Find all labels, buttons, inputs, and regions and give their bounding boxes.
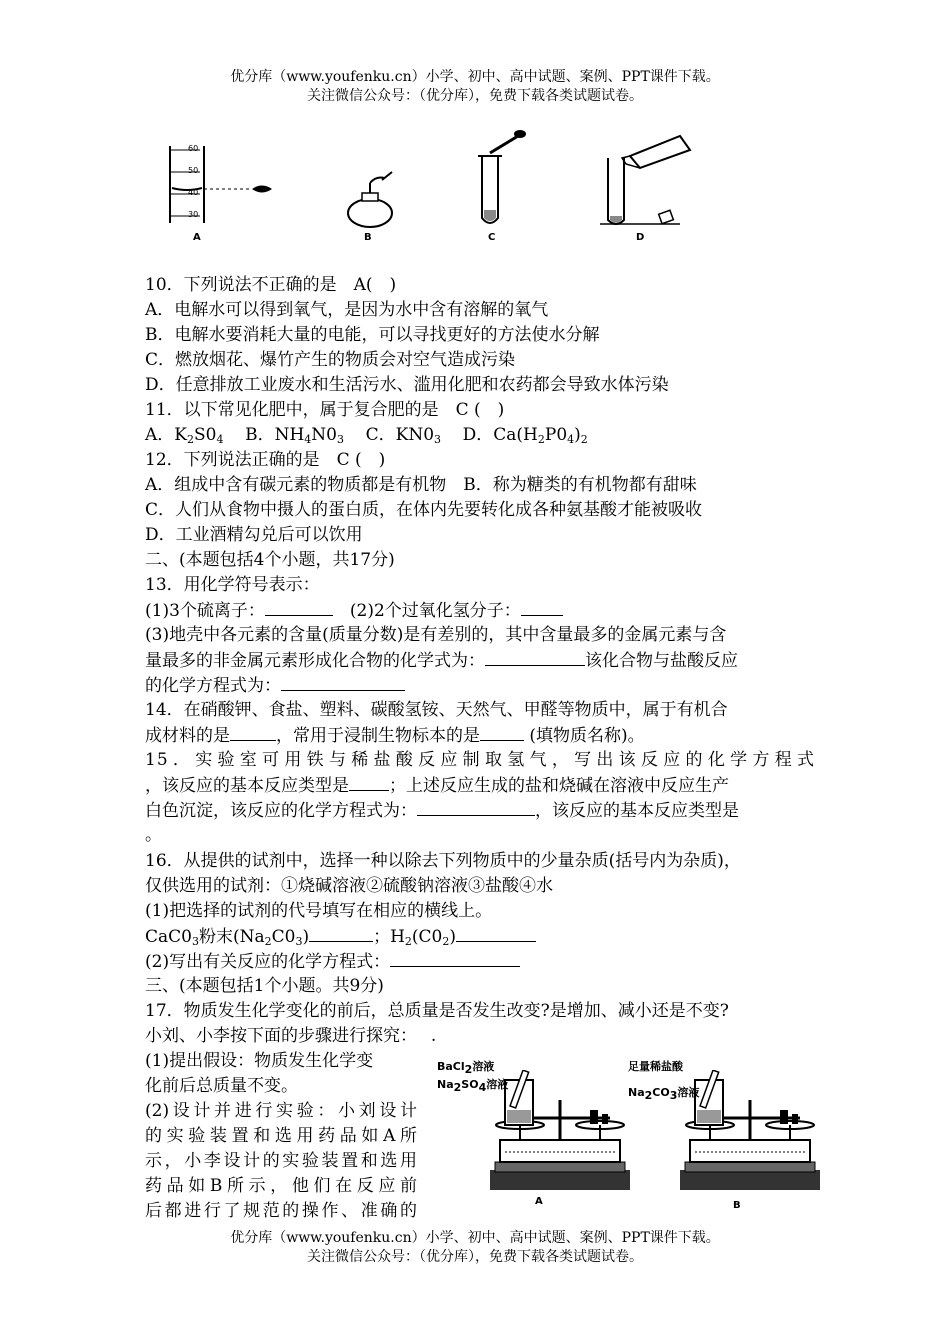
q16-line1: 16．从提供的试剂中，选择一种以除去下列物质中的少量杂质(括号内为杂质)， <box>145 851 741 871</box>
q14-blank-2[interactable] <box>480 724 524 741</box>
section-3-heading: 三、(本题包括1个小题。共9分) <box>145 976 384 996</box>
q16-line2: 仅供选用的试剂：①烧碱溶液②硫酸钠溶液③盐酸④水 <box>145 876 553 896</box>
q14-line1: 14．在硝酸钾、食盐、塑料、碳酸氢铵、天然气、甲醛等物质中，属于有机合 <box>145 700 728 720</box>
q12-stem: 12．下列说法正确的是 C ( ) <box>145 450 386 470</box>
q16-blank-2[interactable] <box>456 925 536 942</box>
figure-d-pouring <box>600 136 690 224</box>
figure-a-cylinder <box>170 146 272 223</box>
q13-part1-2: (1)3个硫离子： (2)2个过氧化氢分子： <box>145 599 815 623</box>
tick-40: 40 <box>188 188 199 197</box>
q13-part3-line1: (3)地壳中各元素的含量(质量分数)是有差别的，其中含量最多的金属元素与含 <box>145 625 727 645</box>
figure-b-label-hcl: 足量稀盐酸 <box>628 1060 683 1073</box>
figure-label-a: A <box>193 232 201 243</box>
page-footer-line1: 优分库（www.youfenku.cn）小学、初中、高中试题、案例、PPT课件下载。 <box>230 1230 720 1246</box>
q15-line1: 15．实验室可用铁与稀盐酸反应制取氢气，写出该反应的化学方程式 <box>145 750 815 770</box>
q16-line3: (1)把选择的试剂的代号填写在相应的横线上。 <box>145 901 493 921</box>
q16-line5: (2)写出有关反应的化学方程式： <box>145 950 815 974</box>
q17-body-2: 化前后总质量不变。 <box>145 1076 298 1096</box>
q17-line1: 17．物质发生化学变化的前后，总质量是否发生改变?是增加、减小还是不变? <box>145 1001 729 1021</box>
q15-line2: ，该反应的基本反应类型是 ；上述反应生成的盐和烧碱在溶液中反应生产 <box>145 776 729 796</box>
figure-a-label-na2so4: $Na_2SO_4$溶液 <box>437 1078 509 1094</box>
section-2-heading: 二、(本题包括4个小题，共17分) <box>145 550 395 570</box>
q11-options: A．$K_2S0_4$ B．$NH_4N0_3$ C．$KN0_3$ D．$Ca(H_2P0_4)_2$ <box>145 425 588 446</box>
q10-stem: 10．下列说法不正确的是 A( ) <box>145 275 397 295</box>
figure-b-alcohol-lamp <box>348 172 392 227</box>
q10-option-d: D．任意排放工业废水和生活污水、滥用化肥和农药都会导致水体污染 <box>145 375 669 395</box>
q13-part3-line3: 的化学方程式为： <box>145 674 815 698</box>
tick-30: 30 <box>188 210 199 219</box>
q14-blank-1[interactable] <box>230 724 276 741</box>
q13-blank-4[interactable] <box>281 674 405 691</box>
figure-caption-a: A <box>535 1196 543 1207</box>
q12-option-ab: A．组成中含有碳元素的物质都是有机物 B．称为糖类的有机物都有甜味 <box>145 475 697 495</box>
q15-blank-2[interactable] <box>417 799 535 816</box>
q15-line4: 。 <box>145 825 162 845</box>
q17-body-7: 后都进行了规范的操作、准确的 <box>145 1201 417 1221</box>
q17-body-1: (1)提出假设：物质发生化学变 <box>145 1051 374 1071</box>
q13-blank-2[interactable] <box>521 599 563 616</box>
figure-b-label-na2co3: $Na_2CO_3$溶液 <box>628 1086 700 1102</box>
q17-body-4: 的实验装置和选用药品如A所 <box>145 1126 417 1146</box>
q17-body-5: 示，小李设计的实验装置和选用 <box>145 1151 417 1171</box>
figure-label-c: C <box>488 232 496 243</box>
q10-option-b: B．电解水要消耗大量的电能，可以寻找更好的方法使水分解 <box>145 325 600 345</box>
figure-c-test-tube-dropper <box>478 130 526 223</box>
q15-blank-1[interactable] <box>349 774 389 791</box>
q17-line2: 小刘、小李按下面的步骤进行探究： . <box>145 1026 437 1046</box>
q13-blank-3[interactable] <box>485 649 585 666</box>
q16-blank-1[interactable] <box>309 925 373 942</box>
balance-b <box>680 1070 820 1190</box>
q11-option-b: B．NH <box>245 425 305 445</box>
q12-option-d: D．工业酒精勾兑后可以饮用 <box>145 525 363 545</box>
q12-option-c: C．人们从食物中摄人的蛋白质，在体内先要转化成各种氨基酸才能被吸收 <box>145 500 703 520</box>
q14-line2: 成材料的是 ，常用于浸制生物标本的是 (填物质名称)。 <box>145 726 645 746</box>
page-footer-line2: 关注微信公众号：（优分库），免费下载各类试题试卷。 <box>307 1249 643 1265</box>
q15-line3: 白色沉淀，该反应的化学方程式为： ，该反应的基本反应类型是 <box>145 801 739 821</box>
q13-part3-line2: 量最多的非金属元素形成化合物的化学式为： 该化合物与盐酸反应 <box>145 651 738 671</box>
q11-option-c: C．KN0 <box>365 425 435 445</box>
q11-stem: 11．以下常见化肥中，属于复合肥的是 C ( ) <box>145 400 505 420</box>
q13-stem: 13．用化学符号表示： <box>145 575 320 595</box>
q17-body-3: (2)设计并进行实验：小刘设计 <box>145 1101 417 1121</box>
q13-blank-1[interactable] <box>265 599 333 616</box>
figure-caption-b: B <box>733 1200 741 1211</box>
page-header-line2: 关注微信公众号：（优分库），免费下载各类试题试卷。 <box>307 88 643 104</box>
q10-option-a: A．电解水可以得到氧气，是因为水中含有溶解的氧气 <box>145 300 549 320</box>
q17-body-6: 药品如B所示，他们在反应前 <box>145 1176 417 1196</box>
figure-a-label-bacl2: BaCl$_2$溶液 <box>437 1060 495 1076</box>
q16-blank-3[interactable] <box>390 950 520 967</box>
lab-operations-figure <box>160 128 720 248</box>
q11-option-d: D．Ca(H <box>462 425 538 445</box>
figure-label-d: D <box>636 232 645 243</box>
q11-option-a: A．K <box>145 425 187 445</box>
tick-50: 50 <box>188 166 199 175</box>
q10-option-c: C．燃放烟花、爆竹产生的物质会对空气造成污染 <box>145 350 516 370</box>
q16-line4: $CaC0_3$粉末$(Na_2C0_3)$ ；$H_2(C0_2)$ <box>145 925 815 949</box>
balance-a <box>490 1070 630 1190</box>
page-header-line1: 优分库（www.youfenku.cn）小学、初中、高中试题、案例、PPT课件下载。 <box>230 69 720 85</box>
figure-label-b: B <box>364 232 372 243</box>
tick-60: 60 <box>188 144 199 153</box>
